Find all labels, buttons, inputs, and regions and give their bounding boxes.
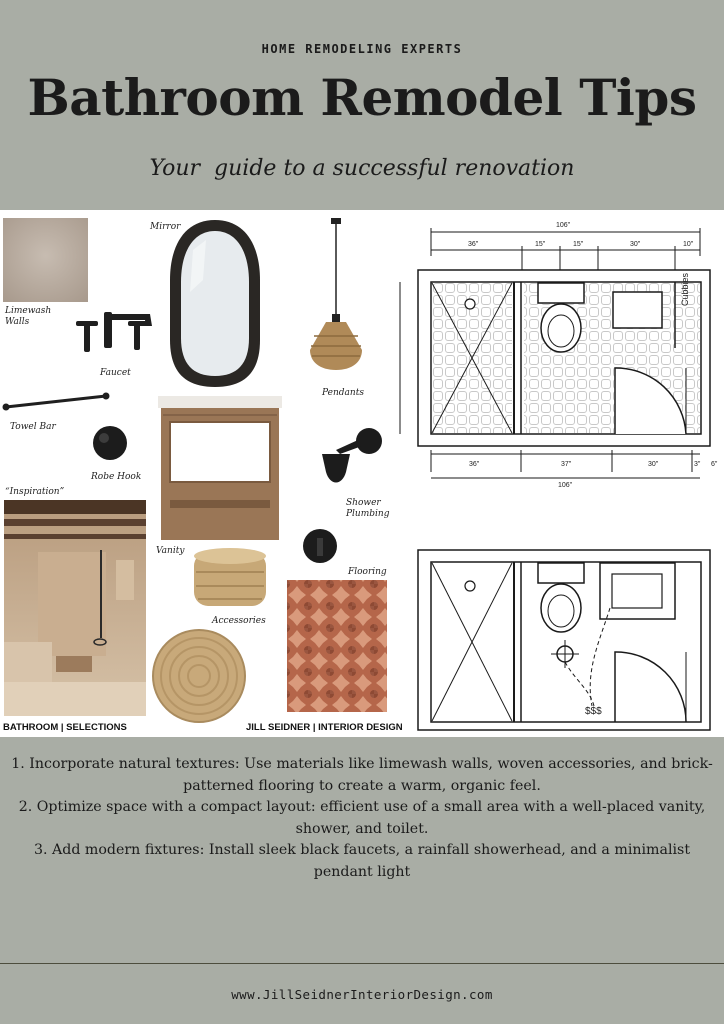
limewash-swatch (3, 218, 88, 302)
floor-plan-bottom (418, 550, 710, 730)
label-flooring: Flooring (348, 567, 387, 577)
design-board (0, 210, 724, 737)
shower-valve-image (303, 529, 337, 563)
tip-item: 2. Optimize space with a compact layout: efficient use of a small area with a well-placed vanity, shower, and toilet. (18, 799, 706, 837)
label-vanity: Vanity (156, 546, 185, 556)
dimension-bottom-4: 3" (694, 461, 701, 468)
floor-plan-top (400, 228, 710, 478)
footer-divider (0, 963, 724, 964)
dimension-top-2: 15" (535, 241, 546, 248)
label-inspiration: “Inspiration” (5, 487, 65, 497)
label-mirror: Mirror (150, 222, 181, 232)
shower-head-image (322, 428, 382, 483)
tip-item: 1. Incorporate natural textures: Use materials like limewash walls, woven accessories, and brick-patterned flooring to create a warm, organic feel. (11, 756, 713, 794)
footer-website-link[interactable]: www.JillSeidnerInteriorDesign.com (231, 987, 493, 1002)
kicker-text: HOME REMODELING EXPERTS (261, 42, 463, 56)
tips-list (0, 754, 724, 883)
dimension-top-3: 15" (573, 241, 584, 248)
label-accessories: Accessories (212, 616, 266, 626)
page-title: Bathroom Remodel Tips (27, 68, 697, 127)
dimension-bottom-total: 106" (558, 482, 573, 489)
mirror-image (170, 220, 260, 387)
dimension-bottom-1: 36" (469, 461, 480, 468)
vanity-image (158, 396, 282, 540)
brick-flooring-swatch (287, 580, 387, 712)
faucet-image (76, 312, 152, 352)
dimension-bottom-2: 37" (561, 461, 572, 468)
jute-rug-image (153, 630, 245, 722)
dimension-bottom-3: 30" (648, 461, 659, 468)
label-towel-bar: Towel Bar (10, 422, 56, 432)
tip-item: 3. Add modern fixtures: Install sleek black faucets, a rainfall showerhead, and a minimalist pendant light (33, 842, 691, 880)
caption-designer: JILL SEIDNER | INTERIOR DESIGN (246, 722, 403, 733)
label-robe-hook: Robe Hook (91, 472, 142, 482)
towel-bar-image (3, 393, 110, 411)
label-limewash-walls: Limewash Walls (5, 306, 52, 327)
dimension-top-5: 10" (683, 241, 694, 248)
dimension-top-total: 106" (556, 222, 571, 229)
basket-image (194, 548, 266, 606)
caption-selections: BATHROOM | SELECTIONS (3, 722, 127, 733)
label-faucet: Faucet (100, 368, 131, 378)
pendant-image (310, 218, 362, 370)
label-pendants: Pendants (322, 388, 364, 398)
label-shower-plumbing: Shower Plumbing (346, 498, 390, 519)
inspiration-photo (4, 500, 146, 716)
page-subtitle: Your guide to a successful renovation (149, 156, 575, 181)
robe-hook-image (93, 426, 127, 460)
label-cubbies: Cubbies (680, 272, 690, 306)
dimension-bottom-5: 6" (711, 461, 718, 468)
dimension-top-1: 36" (468, 241, 479, 248)
dimension-top-4: 30" (630, 241, 641, 248)
plumbing-note: $$$ (585, 706, 602, 717)
